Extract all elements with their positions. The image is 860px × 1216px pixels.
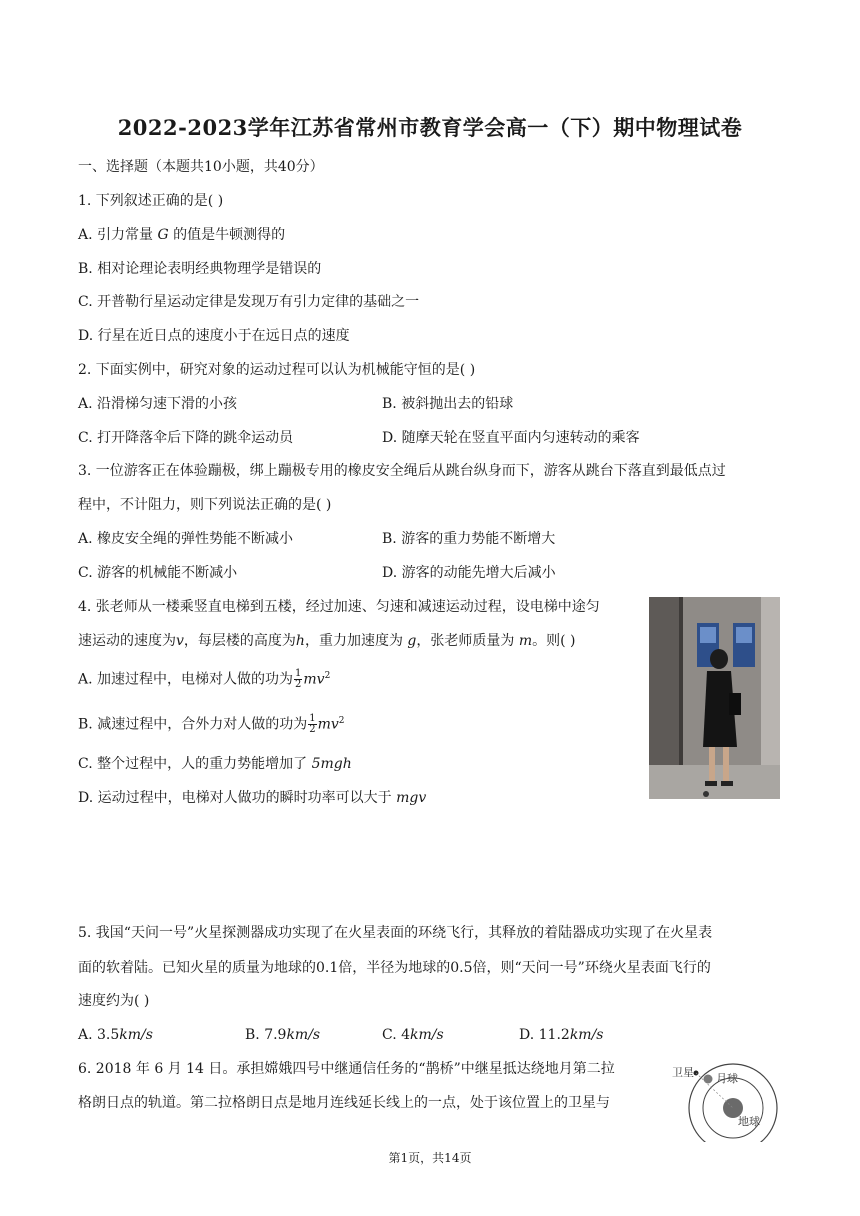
q4-option-d: D. 运动过程中，电梯对人做功的瞬时功率可以大于 mgv <box>78 790 427 806</box>
label-moon: 月球 <box>716 1072 738 1085</box>
q3-option-a: A. 橡皮安全绳的弹性势能不断减小 <box>78 531 294 547</box>
q2-stem: 2. 下面实例中，研究对象的运动过程可以认为机械能守恒的是( ) <box>78 362 476 378</box>
q3-stem-line2: 程中，不计阻力，则下列说法正确的是( ) <box>78 497 332 513</box>
q2-option-c: C. 打开降落伞后下降的跳伞运动员 <box>78 430 294 446</box>
q1-option-d: D. 行星在近日点的速度小于在远日点的速度 <box>78 328 350 344</box>
q4-option-a: A. 加速过程中，电梯对人做的功为 $\frac{1}{2}$ $mv^2$ <box>78 668 331 691</box>
q5-stem-line3: 速度约为( ) <box>78 993 150 1009</box>
q5-option-a: A. 3.5km/s <box>78 1027 153 1043</box>
q1-option-a: A. 引力常量 G 的值是牛顿测得的 <box>78 227 286 243</box>
q1-stem: 1. 下列叙述正确的是( ) <box>78 193 224 209</box>
label-satellite: 卫星 <box>672 1066 694 1079</box>
q6-stem-line2: 格朗日点的轨道。第二拉格朗日点是地月连线延长线上的一点，处于该位置上的卫星与 <box>78 1095 610 1111</box>
q1-option-b: B. 相对论理论表明经典物理学是错误的 <box>78 261 322 277</box>
lagrange-orbit-diagram <box>666 1060 786 1142</box>
section-heading: 一、选择题（本题共10小题，共40分） <box>78 159 324 175</box>
q3-option-d: D. 游客的动能先增大后减小 <box>382 565 556 581</box>
q5-stem-line2: 面的软着陆。已知火星的质量为地球的0.1倍，半径为地球的0.5倍，则“天问一号”环绕火星表面飞行的 <box>78 960 711 976</box>
q4-stem-line2: 速运动的速度为v，每层楼的高度为h，重力加速度为 g，张老师质量为 m。则( ) <box>78 633 576 649</box>
label-earth: 地球 <box>738 1115 760 1128</box>
q2-option-b: B. 被斜抛出去的铅球 <box>382 396 514 412</box>
elevator-photo <box>649 597 780 799</box>
q5-option-b: B. 7.9km/s <box>245 1027 321 1043</box>
q3-option-b: B. 游客的重力势能不断增大 <box>382 531 556 547</box>
q3-option-c: C. 游客的机械能不断减小 <box>78 565 238 581</box>
q5-stem-line1: 5. 我国“天问一号”火星探测器成功实现了在火星表面的环绕飞行，其释放的着陆器成功实现了在火星表 <box>78 925 713 941</box>
q6-stem-line1: 6. 2018 年 6 月 14 日。承担嫦娥四号中继通信任务的“鹊桥”中继星抵达绕地月第二拉 <box>78 1061 615 1077</box>
q2-option-d: D. 随摩天轮在竖直平面内匀速转动的乘客 <box>382 430 640 446</box>
q3-stem-line1: 3. 一位游客正在体验蹦极，绑上蹦极专用的橡皮安全绳后从跳台纵身而下，游客从跳台下落直到最低点过 <box>78 463 726 479</box>
page-footer: 第1页，共14页 <box>388 1151 472 1165</box>
q4-stem-line1: 4. 张老师从一楼乘竖直电梯到五楼，经过加速、匀速和减速运动过程，设电梯中途匀 <box>78 599 600 615</box>
q5-option-c: C. 4km/s <box>382 1027 444 1043</box>
q1-option-c: C. 开普勒行星运动定律是发现万有引力定律的基础之一 <box>78 294 420 310</box>
q2-option-a: A. 沿滑梯匀速下滑的小孩 <box>78 396 238 412</box>
q4-option-c: C. 整个过程中，人的重力势能增加了 5mgh <box>78 756 352 772</box>
q4-option-b: B. 减速过程中，合外力对人做的功为 $\frac{1}{2}$ $mv^2$ <box>78 713 345 736</box>
q5-option-d: D. 11.2km/s <box>519 1027 604 1043</box>
moon-body <box>704 1075 713 1084</box>
elevator-photo-illustration <box>649 597 780 799</box>
page-title: 2022-2023学年江苏省常州市教育学会高一（下）期中物理试卷 <box>117 115 743 140</box>
